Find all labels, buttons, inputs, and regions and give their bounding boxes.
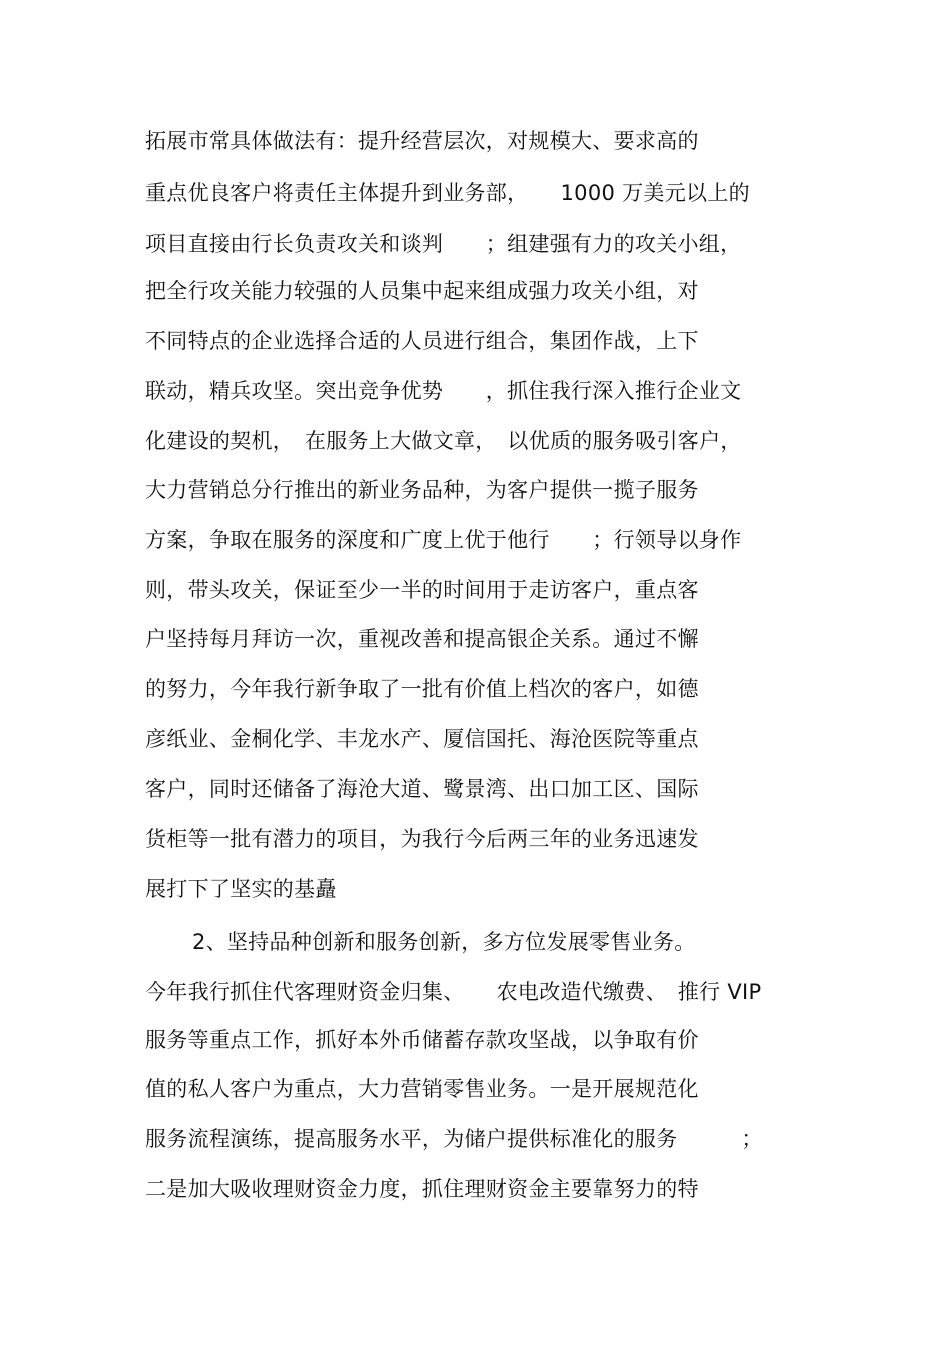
text-line: 则，带头攻关，保证至少一半的时间用于走访客户，重点客 [145,578,699,602]
text-line: 客户，同时还储备了海沧大道、鹭景湾、出口加工区、国际 [145,777,699,801]
text-line: 联动，精兵攻坚。突出竞争优势 ，抓住我行深入推行企业文 [145,379,742,403]
text-line: 服务等重点工作，抓好本外币储蓄存款攻坚战，以争取有价 [145,1028,699,1052]
text-line: 方案，争取在服务的深度和广度上优于他行 ；行领导以身作 [145,528,742,552]
section-heading: 2、坚持品种创新和服务创新，多方位发展零售业务。 [192,930,696,954]
text-line: 服务流程演练，提高服务水平，为储户提供标准化的服务 ； [145,1127,763,1151]
text-line: 重点优良客户将责任主体提升到业务部， 1000 万美元以上的 [145,181,750,205]
text-line: 化建设的契机， 在服务上大做文章， 以优质的服务吸引客户， [145,429,742,453]
text-line: 彦纸业、金桐化学、丰龙水产、厦信国托、海沧医院等重点 [145,727,699,751]
text-line: 货柜等一批有潜力的项目，为我行今后两三年的业务迅速发 [145,827,699,851]
text-line: 项目直接由行长负责攻关和谈判 ；组建强有力的攻关小组， [145,232,742,256]
text-line: 把全行攻关能力较强的人员集中起来组成强力攻关小组，对 [145,279,699,303]
text-line: 今年我行抓住代客理财资金归集、 农电改造代缴费、 推行 VIP [145,980,762,1004]
text-line: 拓展市常具体做法有：提升经营层次，对规模大、要求高的 [145,129,699,153]
text-line: 户坚持每月拜访一次，重视改善和提高银企关系。通过不懈 [145,627,699,651]
text-line: 值的私人客户为重点，大力营销零售业务。一是开展规范化 [145,1077,699,1101]
text-line: 不同特点的企业选择合适的人员进行组合，集团作战，上下 [145,329,699,353]
text-line: 大力营销总分行推出的新业务品种，为客户提供一揽子服务 [145,478,699,502]
text-line: 展打下了坚实的基矗 [145,877,337,901]
text-line: 的努力，今年我行新争取了一批有价值上档次的客户，如德 [145,677,699,701]
text-line: 二是加大吸收理财资金力度，抓住理财资金主要靠努力的特 [145,1177,699,1201]
